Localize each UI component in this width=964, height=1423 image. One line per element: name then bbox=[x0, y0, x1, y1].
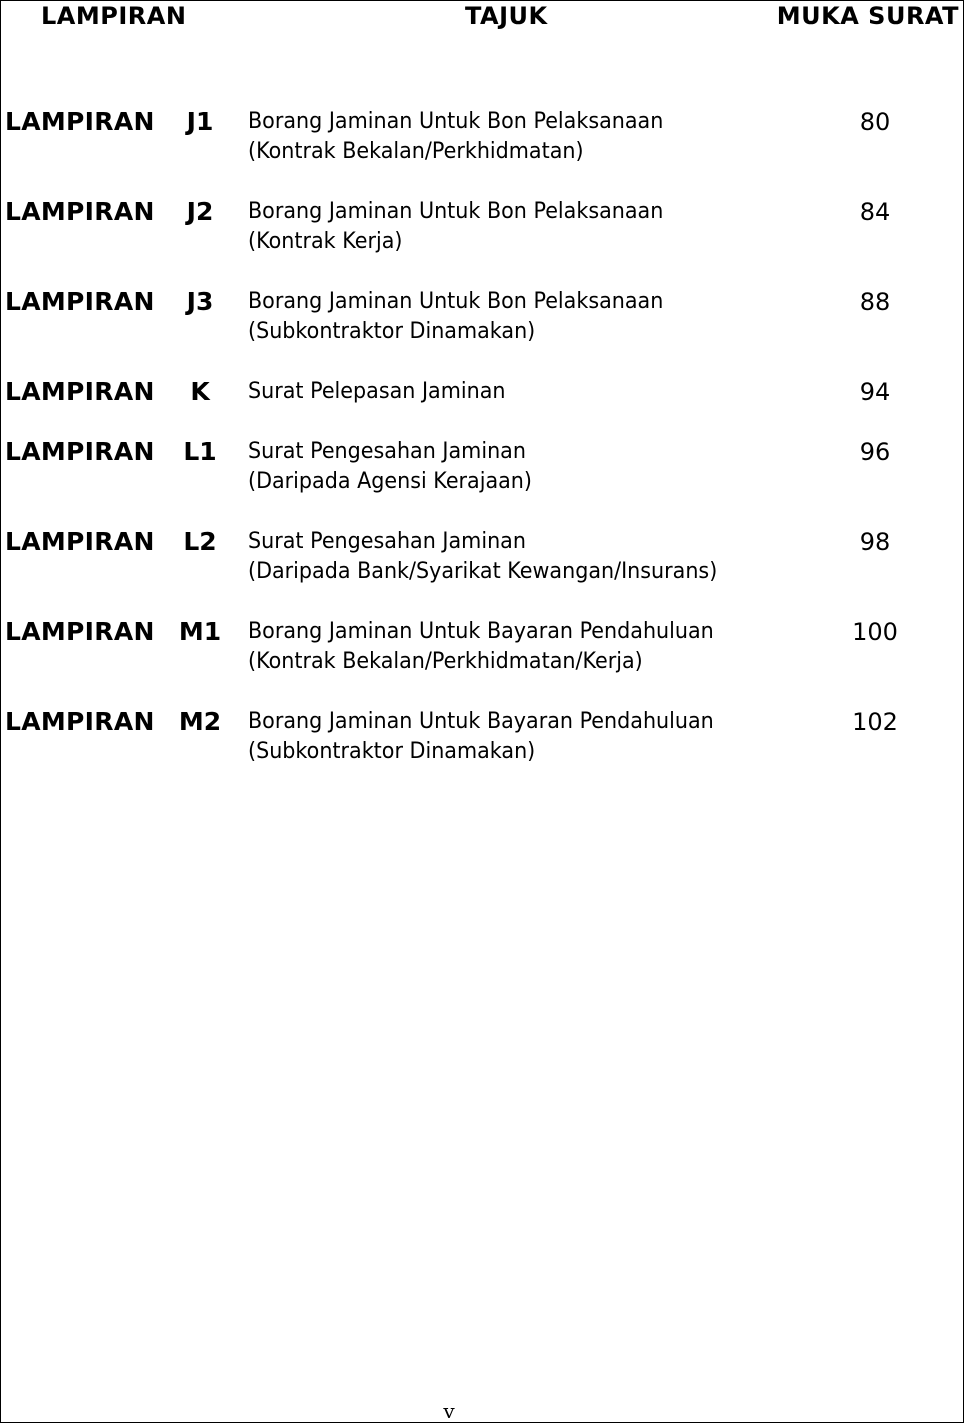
entry-title-line1: Borang Jaminan Untuk Bon Pelaksanaan bbox=[248, 199, 664, 224]
entry-page-number: 100 bbox=[852, 618, 898, 646]
entry-code: M2 bbox=[178, 707, 222, 736]
entry-title-line2: (Kontrak Bekalan/Perkhidmatan) bbox=[248, 139, 584, 164]
entry-title bbox=[248, 107, 793, 167]
column-header-tajuk: TAJUK bbox=[465, 2, 548, 30]
entry-page-number: 98 bbox=[859, 528, 891, 556]
appendix-list bbox=[1, 107, 963, 797]
entry-label: LAMPIRAN bbox=[5, 617, 155, 646]
entry-title-line1: Surat Pelepasan Jaminan bbox=[248, 379, 506, 404]
entry-title-line2: (Daripada Bank/Syarikat Kewangan/Insurans) bbox=[248, 559, 718, 584]
list-item bbox=[1, 287, 963, 377]
entry-page-number: 94 bbox=[859, 378, 891, 406]
entry-title-line1: Surat Pengesahan Jaminan bbox=[248, 439, 526, 464]
entry-code: K bbox=[190, 377, 210, 406]
entry-page-number: 80 bbox=[859, 108, 891, 136]
list-item bbox=[1, 107, 963, 197]
list-item bbox=[1, 527, 963, 617]
list-item bbox=[1, 197, 963, 287]
entry-label: LAMPIRAN bbox=[5, 527, 155, 556]
entry-label: LAMPIRAN bbox=[5, 287, 155, 316]
entry-title bbox=[248, 287, 793, 347]
entry-title-line2: (Subkontraktor Dinamakan) bbox=[248, 739, 536, 764]
entry-code: J1 bbox=[186, 107, 214, 136]
entry-label: LAMPIRAN bbox=[5, 707, 155, 736]
page-footer-number: v bbox=[443, 1399, 455, 1423]
entry-page-number: 84 bbox=[859, 198, 891, 226]
entry-title bbox=[248, 707, 793, 767]
entry-title bbox=[248, 377, 793, 407]
list-item bbox=[1, 617, 963, 707]
column-header-muka-surat: MUKA SURAT bbox=[776, 2, 959, 30]
entry-title bbox=[248, 437, 793, 497]
entry-title bbox=[248, 617, 793, 677]
list-item bbox=[1, 707, 963, 797]
entry-title-line2: (Daripada Agensi Kerajaan) bbox=[248, 469, 532, 494]
entry-code: L1 bbox=[183, 437, 217, 466]
list-item bbox=[1, 377, 963, 437]
entry-code: L2 bbox=[183, 527, 217, 556]
entry-title-line2: (Subkontraktor Dinamakan) bbox=[248, 319, 536, 344]
entry-title bbox=[248, 197, 793, 257]
entry-code: J2 bbox=[186, 197, 214, 226]
entry-title-line1: Borang Jaminan Untuk Bayaran Pendahuluan bbox=[248, 709, 714, 734]
entry-page-number: 102 bbox=[852, 708, 898, 736]
entry-label: LAMPIRAN bbox=[5, 197, 155, 226]
entry-title-line1: Borang Jaminan Untuk Bon Pelaksanaan bbox=[248, 289, 664, 314]
entry-label: LAMPIRAN bbox=[5, 437, 155, 466]
column-header-lampiran: LAMPIRAN bbox=[41, 2, 187, 30]
entry-code: M1 bbox=[178, 617, 222, 646]
entry-title-line1: Borang Jaminan Untuk Bayaran Pendahuluan bbox=[248, 619, 714, 644]
entry-title-line2: (Kontrak Bekalan/Perkhidmatan/Kerja) bbox=[248, 649, 643, 674]
entry-code: J3 bbox=[186, 287, 214, 316]
entry-title-line1: Borang Jaminan Untuk Bon Pelaksanaan bbox=[248, 109, 664, 134]
entry-page-number: 96 bbox=[859, 438, 891, 466]
entry-title-line1: Surat Pengesahan Jaminan bbox=[248, 529, 526, 554]
entry-label: LAMPIRAN bbox=[5, 377, 155, 406]
list-item bbox=[1, 437, 963, 527]
entry-title-line2: (Kontrak Kerja) bbox=[248, 229, 403, 254]
entry-page-number: 88 bbox=[859, 288, 891, 316]
entry-title bbox=[248, 527, 793, 587]
entry-label: LAMPIRAN bbox=[5, 107, 155, 136]
